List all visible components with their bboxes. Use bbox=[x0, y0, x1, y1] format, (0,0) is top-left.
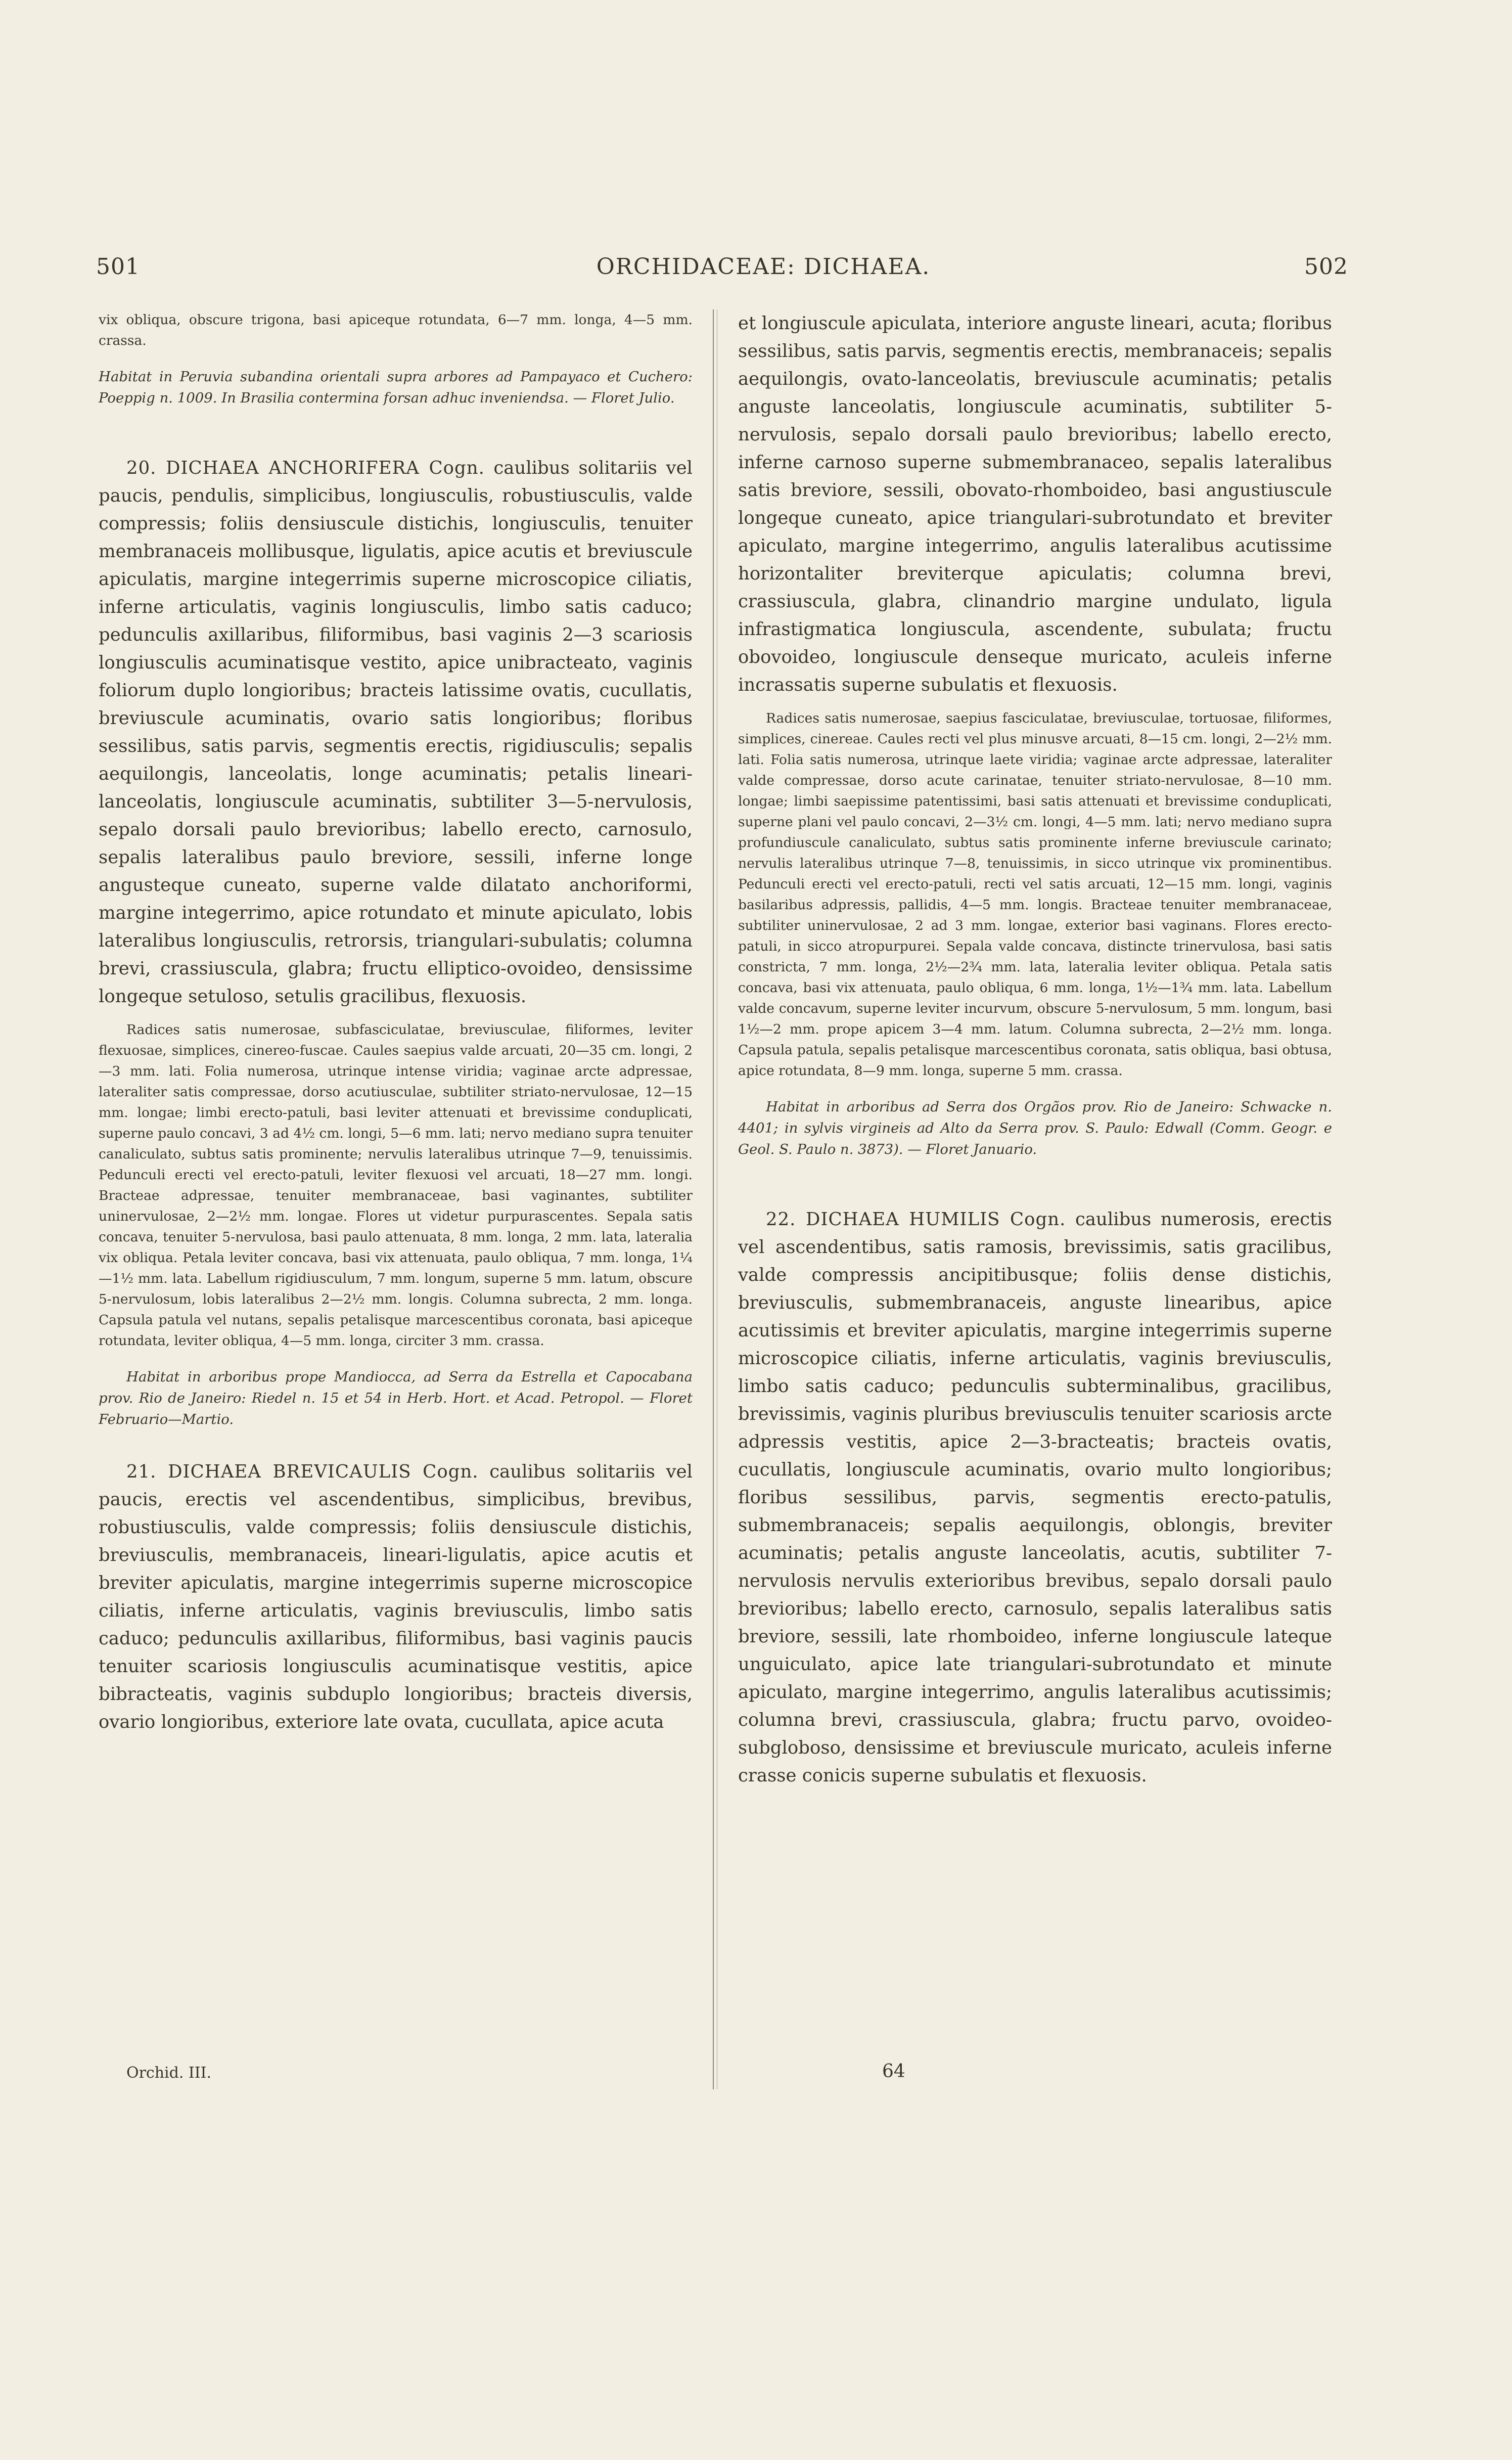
species-20-habitat: Habitat in arboribus prope Mandiocca, ad Serra da Estrella et Capocabana prov. Rio de Janeiro: Riedel n. 15 et 54 in Herb. Hort. et Acad. Petropol. — Floret Februario—Martio. bbox=[99, 1369, 693, 1427]
species-21-diagnosis: caulibus solitariis vel paucis, erectis vel ascendentibus, simplicibus, brevibus, robustiusculis, valde compressis; foliis densiuscule distichis, breviusculis, membranaceis, lineari-ligulatis, apice acutis et breviter apiculatis, margine integerrimis superne microscopice ciliatis, inferne articulatis, vaginis breviusculis, limbo satis caduco; pedunculis axillaribus, filiformibus, basi vaginis paucis tenuiter scariosis longiusculis acuminatisque vestitis, apice bibracteatis, vaginis subduplo longioribus; bracteis diversis, ovario longioribus, exteriore late ovata, cucullata, apice acuta bbox=[99, 1461, 693, 1732]
left-column bbox=[99, 309, 693, 2044]
column-divider bbox=[713, 309, 714, 2089]
species-20-entry bbox=[99, 454, 693, 1010]
running-title: ORCHIDACEAE: DICHAEA. bbox=[596, 254, 931, 280]
footer-volume: Orchid. III. bbox=[126, 2064, 212, 2082]
species-20-title: 20. DICHAEA ANCHORIFERA Cogn. bbox=[126, 458, 485, 478]
species-21-description: Radices satis numerosae, saepius fasciculatae, breviusculae, tortuosae, filiformes, simplices, cinereae. Caules recti vel plus minusve arcuati, 8—15 cm. longi, 2—2½ mm. lati. Folia satis numerosa, utrinque laete viridia; vaginae arcte adpressae, lateraliter valde compressae, dorso acute carinatae, tenuiter striato-nervulosae, 8—10 mm. longae; limbi saepissime patentissimi, basi satis attenuati et brevissime conduplicati, superne plani vel paulo concavi, 2—3½ cm. longi, 4—5 mm. lati; nervo mediano supra profundiuscule canaliculato, subtus satis prominente inferne breviuscule carinato; nervulis lateralibus utrinque 7—8, tenuissimis, in sicco utrinque vix prominentibus. Pedunculi erecti vel erecto-patuli, recti vel satis arcuati, 12—15 mm. longi, vaginis basilaribus adpressis, pallidis, 4—5 mm. longis. Bracteae tenuiter membranaceae, subtiliter uninervulosae, 2 ad 3 mm. longae, exterior basi vaginans. Flores erecto-patuli, in sicco atropurpurei. Sepala valde concava, distincte trinervulosa, basi satis constricta, 7 mm. longa, 2½—2¾ mm. lata, lateralia leviter obliqua. Petala satis concava, basi vix attenuata, paulo obliqua, 6 mm. longa, 1½—1¾ mm. lata. Labellum valde concavum, superne leviter incurvum, obscure 5-nervulosum, 5 mm. longum, basi 1½—2 mm. prope apicem 3—4 mm. latum. Columna subrecta, 2—2½ mm. longa. Capsula patula, sepalis petalisque marcescentibus coronata, satis obliqua, basi obtusa, apice rotundata, 8—9 mm. longa, superne 5 mm. crassa. bbox=[738, 710, 1332, 1079]
species-22-entry bbox=[738, 1205, 1332, 1790]
continued-description: vix obliqua, obscure trigona, basi apiceque rotundata, 6—7 mm. longa, 4—5 mm. crassa. bbox=[99, 312, 693, 348]
species-21-title: 21. DICHAEA BREVICAULIS Cogn. bbox=[126, 1461, 479, 1482]
species-20-diagnosis: caulibus solitariis vel paucis, pendulis, simplicibus, longiusculis, robustiusculis, valde compressis; foliis densiuscule distichis, longiusculis, tenuiter membranaceis mollibusque, ligulatis, apice acutis et breviuscule apiculatis, margine integerrimis superne microscopice ciliatis, inferne articulatis, vaginis longiusculis, limbo satis caduco; pedunculis axillaribus, filiformibus, basi vaginis 2—3 scariosis longiusculis acuminatisque vestito, apice unibracteato, vaginis foliorum duplo longioribus; bracteis latissime ovatis, cucullatis, breviuscule acuminatis, ovario satis longioribus; floribus sessilibus, satis parvis, segmentis erectis, rigidiusculis; sepalis aequilongis, lanceolatis, longe acuminatis; petalis lineari-lanceolatis, longiuscule acuminatis, subtiliter 3—5-nervulosis, sepalo dorsali paulo brevioribus; labello erecto, carnosulo, sepalis lateralibus paulo breviore, sessili, inferne longe angusteque cuneato, superne valde dilatato anchoriformi, margine integerrimo, apice rotundato et minute apiculato, lobis lateralibus longiusculis, retrorsis, triangulari-subulatis; columna brevi, crassiuscula, glabra; fructu ellipticо-ovoideo, densissime longeque setuloso, setulis gracilibus, flexuosis. bbox=[99, 458, 693, 1007]
page-number-left: 501 bbox=[96, 254, 140, 280]
species-22-title: 22. DICHAEA HUMILIS Cogn. bbox=[766, 1209, 1066, 1230]
species-22-diagnosis: caulibus numerosis, erectis vel ascendentibus, satis ramosis, brevissimis, satis gracilibus, valde compressis ancipitibusque; foliis dense distichis, breviusculis, submembranaceis, anguste linearibus, apice acutissimis et breviter apiculatis, margine integerrimis superne microscopice ciliatis, inferne articulatis, vaginis breviusculis, limbo satis caduco; pedunculis subterminalibus, gracilibus, brevissimis, vaginis pluribus breviusculis tenuiter scariosis arcte adpressis vestitis, apice 2—3-bracteatis; bracteis ovatis, cucullatis, longiuscule acuminatis, ovario multo longioribus; floribus sessilibus, parvis, segmentis erecto-patulis, submembranaceis; sepalis aequilongis, oblongis, breviter acuminatis; petalis anguste lanceolatis, acutis, subtiliter 7-nervulosis nervulis exterioribus brevibus, sepalo dorsali paulo brevioribus; labello erecto, carnosulo, sepalis lateralibus satis breviore, sessili, late rhomboideo, inferne longiuscule lateque unguiculato, apice late triangulari-subrotundato et minute apiculato, margine integerrimo, angulis lateralibus acutissimis; columna brevi, crassiuscula, glabra; fructu parvo, ovoideo-subgloboso, densissime et breviuscule muricato, aculeis inferne crasse conicis superne subulatis et flexuosis. bbox=[738, 1209, 1332, 1786]
species-20-description: Radices satis numerosae, subfasciculatae, breviusculae, filiformes, leviter flexuosae, simplices, cinereo-fuscae. Caules saepius valde arcuati, 20—35 cm. longi, 2—3 mm. lati. Folia numerosa, utrinque intense viridia; vaginae arcte adpressae, lateraliter satis compressae, dorso acutiusculae, subtiliter striato-nervulosae, 12—15 mm. longae; limbi erecto-patuli, basi leviter attenuati et brevissime conduplicati, superne paulo concavi, 3 ad 4½ cm. longi, 5—6 mm. lati; nervo mediano supra tenuiter canaliculato, subtus satis prominente; nervulis lateralibus utrinque 7—9, tenuissimis. Pedunculi erecti vel erecto-patuli, leviter flexuosi vel arcuati, 18—27 mm. longi. Bracteae adpressae, tenuiter membranaceae, basi vaginantes, subtiliter uninervulosae, 2—2½ mm. longae. Flores ut videtur purpurascentes. Sepala satis concava, tenuiter 5-nervulosa, basi paulo attenuata, 8 mm. longa, 2 mm. lata, lateralia vix obliqua. Petala leviter concava, basi vix attenuata, paulo obliqua, 7 mm. longa, 1¼—1½ mm. lata. Labellum rigidiusculum, 7 mm. longum, superne 5 mm. latum, obscure 5-nervulosum, lobis lateralibus 2—2½ mm. longis. Columna subrecta, 2 mm. longa. Capsula patula vel nutans, sepalis petalisque marcescentibus coronata, basi apiceque rotundata, leviter obliqua, 4—5 mm. longa, circiter 3 mm. crassa. bbox=[99, 1022, 693, 1349]
habitat-note: Habitat in Peruvia subandina orientali supra arbores ad Pampayaco et Cuchero: Poeppig n. 1009. In Brasilia contermina forsan adhuc inveniendsa. — Floret Julio. bbox=[99, 369, 693, 406]
species-21-diagnosis-continued: et longiuscule apiculata, interiore anguste lineari, acuta; floribus sessilibus, satis parvis, segmentis erectis, membranaceis; sepalis aequilongis, ovato-lanceolatis, breviuscule acuminatis; petalis anguste lanceolatis, longiuscule acuminatis, subtiliter 5-nervulosis, sepalo dorsali paulo brevioribus; labello erecto, inferne carnoso superne submembranaceo, sepalis lateralibus satis breviore, sessili, obovato-rhomboideo, basi angustiuscule longeque cuneato, apice triangulari-subrotundato et breviter apiculato, margine integerrimo, angulis lateralibus acutissime horizontaliter breviterque apiculatis; columna brevi, crassiuscula, glabra, clinandrio margine undulato, ligula infrastigmatica longiuscula, ascendente, subulata; fructu obovoideo, longiuscule denseque muricato, aculeis inferne incrassatis superne subulatis et flexuosis. bbox=[738, 313, 1332, 695]
footer-signature: 64 bbox=[882, 2061, 905, 2082]
species-21-entry bbox=[99, 1458, 693, 1736]
right-column bbox=[738, 309, 1332, 2044]
species-21-habitat: Habitat in arboribus ad Serra dos Orgãos prov. Rio de Janeiro: Schwacke n. 4401; in sylvis virgineis ad Alto da Serra prov. S. Paulo: Edwall (Comm. Geogr. e Geol. S. Paulo n. 3873). — Floret Januario. bbox=[738, 1099, 1332, 1157]
page-number-right: 502 bbox=[1304, 254, 1348, 280]
